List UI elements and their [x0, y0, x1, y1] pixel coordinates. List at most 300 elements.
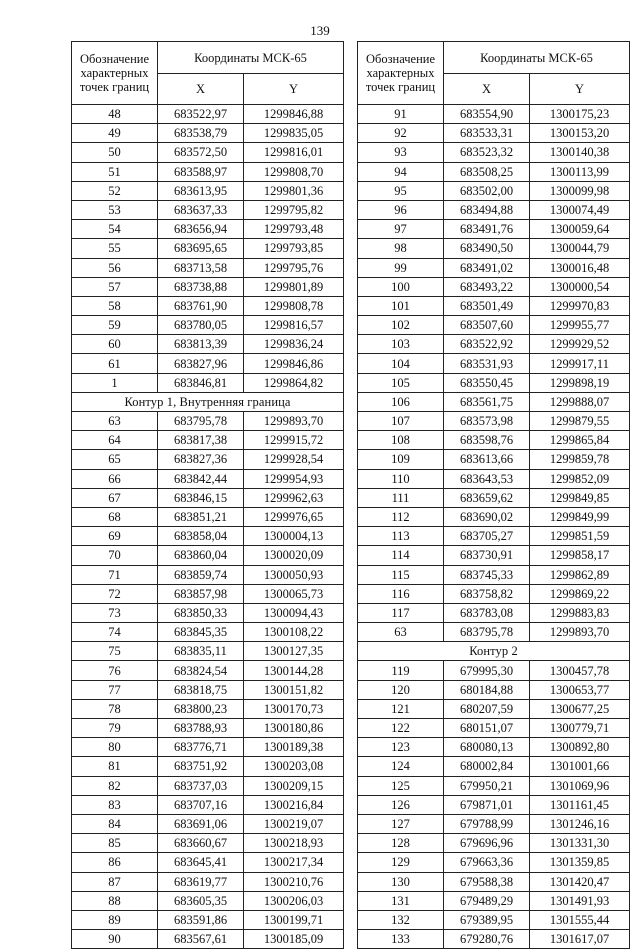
- x-coordinate-cell: 680151,07: [444, 719, 530, 738]
- x-coordinate-cell: 683780,05: [158, 316, 244, 335]
- y-coordinate-cell: 1300000,54: [530, 277, 630, 296]
- table-row: [72, 507, 344, 526]
- y-coordinate-cell: 1299858,17: [530, 546, 630, 565]
- y-coordinate-cell: 1300175,23: [530, 105, 630, 124]
- point-id-cell: 77: [72, 680, 158, 699]
- table-row: [72, 431, 344, 450]
- x-coordinate-cell: 683691,06: [158, 814, 244, 833]
- y-coordinate-cell: 1301359,85: [530, 853, 630, 872]
- x-coordinate-cell: 683846,15: [158, 488, 244, 507]
- x-coordinate-cell: 683846,81: [158, 373, 244, 392]
- x-coordinate-cell: 683713,58: [158, 258, 244, 277]
- y-coordinate-cell: 1300113,99: [530, 162, 630, 181]
- x-coordinate-cell: 683842,44: [158, 469, 244, 488]
- point-id-cell: 91: [358, 105, 444, 124]
- point-id-cell: 85: [72, 834, 158, 853]
- point-id-cell: 75: [72, 642, 158, 661]
- point-id-cell: 72: [72, 584, 158, 603]
- y-coordinate-cell: 1299869,22: [530, 584, 630, 603]
- y-coordinate-cell: 1300094,43: [244, 603, 344, 622]
- table-row: [358, 565, 630, 584]
- table-row: [358, 872, 630, 891]
- x-coordinate-cell: 683761,90: [158, 296, 244, 315]
- point-id-cell: 127: [358, 814, 444, 833]
- point-id-cell: 114: [358, 546, 444, 565]
- table-row: [72, 719, 344, 738]
- y-coordinate-cell: 1299801,36: [244, 181, 344, 200]
- point-id-cell: 50: [72, 143, 158, 162]
- y-coordinate-cell: 1299816,01: [244, 143, 344, 162]
- table-row: [358, 776, 630, 795]
- table-row: [358, 814, 630, 833]
- x-coordinate-cell: 683851,21: [158, 507, 244, 526]
- table-row: [72, 776, 344, 795]
- section-row: [72, 392, 344, 411]
- point-id-cell: 109: [358, 450, 444, 469]
- x-coordinate-cell: 679280,76: [444, 930, 530, 949]
- table-row: [72, 738, 344, 757]
- x-coordinate-cell: 683860,04: [158, 546, 244, 565]
- table-row: [72, 603, 344, 622]
- table-row: [72, 910, 344, 929]
- table-row: [72, 527, 344, 546]
- y-coordinate-cell: 1299793,48: [244, 220, 344, 239]
- y-coordinate-cell: 1299955,77: [530, 316, 630, 335]
- point-id-cell: 68: [72, 507, 158, 526]
- y-coordinate-cell: 1300074,49: [530, 200, 630, 219]
- table-row: [358, 623, 630, 642]
- point-id-cell: 74: [72, 623, 158, 642]
- table-row: [358, 757, 630, 776]
- x-coordinate-cell: 683538,79: [158, 124, 244, 143]
- x-coordinate-cell: 683533,31: [444, 124, 530, 143]
- x-coordinate-cell: 683619,77: [158, 872, 244, 891]
- x-coordinate-cell: 683491,02: [444, 258, 530, 277]
- x-coordinate-cell: 683656,94: [158, 220, 244, 239]
- point-id-cell: 92: [358, 124, 444, 143]
- x-coordinate-cell: 683660,67: [158, 834, 244, 853]
- point-id-cell: 82: [72, 776, 158, 795]
- x-coordinate-cell: 683758,82: [444, 584, 530, 603]
- table-row: [72, 930, 344, 949]
- point-id-cell: 122: [358, 719, 444, 738]
- y-coordinate-cell: 1299917,11: [530, 354, 630, 373]
- coordinates-header: Координаты МСК-65: [444, 42, 630, 74]
- point-id-cell: 88: [72, 891, 158, 910]
- x-coordinate-cell: 683494,88: [444, 200, 530, 219]
- x-coordinate-cell: 683835,11: [158, 642, 244, 661]
- x-coordinate-cell: 683827,36: [158, 450, 244, 469]
- table-row: [358, 124, 630, 143]
- table-row: [358, 507, 630, 526]
- table-row: [72, 872, 344, 891]
- table-row: [72, 373, 344, 392]
- point-id-cell: 93: [358, 143, 444, 162]
- y-coordinate-cell: 1300180,86: [244, 719, 344, 738]
- x-coordinate-cell: 683502,00: [444, 181, 530, 200]
- table-row: [358, 392, 630, 411]
- x-coordinate-cell: 679995,30: [444, 661, 530, 680]
- point-id-cell: 119: [358, 661, 444, 680]
- table-row: [72, 162, 344, 181]
- x-coordinate-cell: 683824,54: [158, 661, 244, 680]
- x-coordinate-cell: 683817,38: [158, 431, 244, 450]
- x-coordinate-cell: 683738,88: [158, 277, 244, 296]
- point-id-cell: 58: [72, 296, 158, 315]
- x-coordinate-cell: 683730,91: [444, 546, 530, 565]
- x-coordinate-cell: 680002,84: [444, 757, 530, 776]
- y-column-header: Y: [530, 74, 630, 105]
- point-id-cell: 49: [72, 124, 158, 143]
- table-row: [358, 239, 630, 258]
- point-id-cell: 55: [72, 239, 158, 258]
- y-coordinate-cell: 1300210,76: [244, 872, 344, 891]
- point-id-cell: 124: [358, 757, 444, 776]
- x-coordinate-cell: 683561,75: [444, 392, 530, 411]
- section-title: Контур 1, Внутренняя граница: [72, 392, 344, 411]
- point-id-cell: 51: [72, 162, 158, 181]
- table-row: [358, 277, 630, 296]
- x-coordinate-cell: 683645,41: [158, 853, 244, 872]
- point-id-cell: 98: [358, 239, 444, 258]
- point-id-cell: 113: [358, 527, 444, 546]
- y-coordinate-cell: 1301161,45: [530, 795, 630, 814]
- x-coordinate-cell: 683845,35: [158, 623, 244, 642]
- x-coordinate-cell: 683751,92: [158, 757, 244, 776]
- y-coordinate-cell: 1299846,88: [244, 105, 344, 124]
- y-coordinate-cell: 1299893,70: [530, 623, 630, 642]
- x-column-header: X: [444, 74, 530, 105]
- x-coordinate-cell: 680184,88: [444, 680, 530, 699]
- point-id-cell: 99: [358, 258, 444, 277]
- table-row: [72, 181, 344, 200]
- table-row: [358, 910, 630, 929]
- coordinates-body-left: [72, 105, 344, 949]
- point-id-cell: 95: [358, 181, 444, 200]
- coordinates-header: Координаты МСК-65: [158, 42, 344, 74]
- x-coordinate-cell: 683690,02: [444, 507, 530, 526]
- table-row: [358, 699, 630, 718]
- point-id-cell: 71: [72, 565, 158, 584]
- y-coordinate-cell: 1300044,79: [530, 239, 630, 258]
- table-row: [358, 258, 630, 277]
- x-coordinate-cell: 679588,38: [444, 872, 530, 891]
- point-id-cell: 132: [358, 910, 444, 929]
- y-coordinate-cell: 1299835,05: [244, 124, 344, 143]
- point-id-cell: 60: [72, 335, 158, 354]
- x-coordinate-cell: 683643,53: [444, 469, 530, 488]
- point-id-cell: 67: [72, 488, 158, 507]
- point-id-cell: 104: [358, 354, 444, 373]
- x-coordinate-cell: 683695,65: [158, 239, 244, 258]
- y-coordinate-cell: 1300127,35: [244, 642, 344, 661]
- point-id-cell: 87: [72, 872, 158, 891]
- table-row: [358, 834, 630, 853]
- point-id-cell: 61: [72, 354, 158, 373]
- x-coordinate-cell: 683572,50: [158, 143, 244, 162]
- point-id-cell: 115: [358, 565, 444, 584]
- y-coordinate-cell: 1299865,84: [530, 431, 630, 450]
- point-id-cell: 103: [358, 335, 444, 354]
- table-row: [358, 373, 630, 392]
- table-row: [72, 814, 344, 833]
- point-id-cell: 106: [358, 392, 444, 411]
- table-row: [358, 603, 630, 622]
- section-row: [358, 642, 630, 661]
- y-coordinate-cell: 1301420,47: [530, 872, 630, 891]
- x-coordinate-cell: 683827,96: [158, 354, 244, 373]
- y-coordinate-cell: 1300004,13: [244, 527, 344, 546]
- table-row: [358, 469, 630, 488]
- table-row: [72, 220, 344, 239]
- table-row: [358, 143, 630, 162]
- x-coordinate-cell: 683637,33: [158, 200, 244, 219]
- table-row: [72, 699, 344, 718]
- point-id-cell: 102: [358, 316, 444, 335]
- y-coordinate-cell: 1301491,93: [530, 891, 630, 910]
- y-coordinate-cell: 1301555,44: [530, 910, 630, 929]
- table-row: [72, 680, 344, 699]
- y-coordinate-cell: 1299928,54: [244, 450, 344, 469]
- table-row: [358, 296, 630, 315]
- x-coordinate-cell: 683588,97: [158, 162, 244, 181]
- y-coordinate-cell: 1300108,22: [244, 623, 344, 642]
- y-coordinate-cell: 1299962,63: [244, 488, 344, 507]
- y-coordinate-cell: 1299859,78: [530, 450, 630, 469]
- point-id-cell: 101: [358, 296, 444, 315]
- point-id-cell: 111: [358, 488, 444, 507]
- x-coordinate-cell: 680207,59: [444, 699, 530, 718]
- y-coordinate-cell: 1300457,78: [530, 661, 630, 680]
- y-coordinate-cell: 1299849,85: [530, 488, 630, 507]
- y-coordinate-cell: 1299954,93: [244, 469, 344, 488]
- x-coordinate-cell: 683507,60: [444, 316, 530, 335]
- y-coordinate-cell: 1300209,15: [244, 776, 344, 795]
- y-coordinate-cell: 1300216,84: [244, 795, 344, 814]
- x-coordinate-cell: 683783,08: [444, 603, 530, 622]
- table-row: [358, 795, 630, 814]
- y-coordinate-cell: 1300219,07: [244, 814, 344, 833]
- point-designation-header: Обозначение характерных точек границ: [72, 42, 158, 105]
- table-row: [72, 584, 344, 603]
- x-coordinate-cell: 683522,97: [158, 105, 244, 124]
- x-coordinate-cell: 683813,39: [158, 335, 244, 354]
- y-coordinate-cell: 1300050,93: [244, 565, 344, 584]
- y-coordinate-cell: 1299795,82: [244, 200, 344, 219]
- x-coordinate-cell: 679950,21: [444, 776, 530, 795]
- table-row: [72, 258, 344, 277]
- coordinates-table-left: [71, 41, 344, 949]
- table-row: [358, 680, 630, 699]
- y-coordinate-cell: 1300203,08: [244, 757, 344, 776]
- point-id-cell: 129: [358, 853, 444, 872]
- table-row: [72, 450, 344, 469]
- table-row: [72, 546, 344, 565]
- table-row: [72, 143, 344, 162]
- y-column-header: Y: [244, 74, 344, 105]
- point-id-cell: 64: [72, 431, 158, 450]
- x-coordinate-cell: 683567,61: [158, 930, 244, 949]
- y-coordinate-cell: 1300151,82: [244, 680, 344, 699]
- table-row: [358, 719, 630, 738]
- table-row: [72, 661, 344, 680]
- y-coordinate-cell: 1301246,16: [530, 814, 630, 833]
- y-coordinate-cell: 1299795,76: [244, 258, 344, 277]
- x-coordinate-cell: 683613,95: [158, 181, 244, 200]
- table-row: [358, 488, 630, 507]
- x-coordinate-cell: 683508,25: [444, 162, 530, 181]
- table-row: [358, 584, 630, 603]
- x-coordinate-cell: 683659,62: [444, 488, 530, 507]
- y-coordinate-cell: 1299929,52: [530, 335, 630, 354]
- y-coordinate-cell: 1299862,89: [530, 565, 630, 584]
- x-coordinate-cell: 683598,76: [444, 431, 530, 450]
- table-row: [72, 200, 344, 219]
- point-id-cell: 65: [72, 450, 158, 469]
- x-coordinate-cell: 679788,99: [444, 814, 530, 833]
- point-id-cell: 79: [72, 719, 158, 738]
- y-coordinate-cell: 1299801,89: [244, 277, 344, 296]
- point-id-cell: 121: [358, 699, 444, 718]
- table-row: [358, 450, 630, 469]
- y-coordinate-cell: 1300153,20: [530, 124, 630, 143]
- x-coordinate-cell: 679663,36: [444, 853, 530, 872]
- table-row: [358, 220, 630, 239]
- y-coordinate-cell: 1299846,86: [244, 354, 344, 373]
- y-coordinate-cell: 1299852,09: [530, 469, 630, 488]
- x-coordinate-cell: 683705,27: [444, 527, 530, 546]
- x-coordinate-cell: 683523,32: [444, 143, 530, 162]
- y-coordinate-cell: 1300653,77: [530, 680, 630, 699]
- y-coordinate-cell: 1301331,30: [530, 834, 630, 853]
- point-id-cell: 86: [72, 853, 158, 872]
- y-coordinate-cell: 1300170,73: [244, 699, 344, 718]
- x-coordinate-cell: 683491,76: [444, 220, 530, 239]
- x-coordinate-cell: 683795,78: [444, 623, 530, 642]
- y-coordinate-cell: 1299808,78: [244, 296, 344, 315]
- point-id-cell: 89: [72, 910, 158, 929]
- point-id-cell: 84: [72, 814, 158, 833]
- y-coordinate-cell: 1299808,70: [244, 162, 344, 181]
- x-coordinate-cell: 683850,33: [158, 603, 244, 622]
- point-id-cell: 80: [72, 738, 158, 757]
- y-coordinate-cell: 1299970,83: [530, 296, 630, 315]
- x-coordinate-cell: 683522,92: [444, 335, 530, 354]
- x-coordinate-cell: 679696,96: [444, 834, 530, 853]
- point-id-cell: 57: [72, 277, 158, 296]
- point-id-cell: 48: [72, 105, 158, 124]
- y-coordinate-cell: 1300218,93: [244, 834, 344, 853]
- point-id-cell: 108: [358, 431, 444, 450]
- y-coordinate-cell: 1300217,34: [244, 853, 344, 872]
- x-coordinate-cell: 679389,95: [444, 910, 530, 929]
- x-coordinate-cell: 683818,75: [158, 680, 244, 699]
- point-id-cell: 56: [72, 258, 158, 277]
- x-coordinate-cell: 683800,23: [158, 699, 244, 718]
- table-row: [72, 469, 344, 488]
- table-row: [72, 124, 344, 143]
- x-coordinate-cell: 683501,49: [444, 296, 530, 315]
- point-designation-header: Обозначение характерных точек границ: [358, 42, 444, 105]
- point-id-cell: 76: [72, 661, 158, 680]
- x-coordinate-cell: 683605,35: [158, 891, 244, 910]
- table-row: [358, 354, 630, 373]
- x-coordinate-cell: 683795,78: [158, 412, 244, 431]
- point-id-cell: 131: [358, 891, 444, 910]
- y-coordinate-cell: 1299883,83: [530, 603, 630, 622]
- point-id-cell: 110: [358, 469, 444, 488]
- point-id-cell: 126: [358, 795, 444, 814]
- table-row: [358, 853, 630, 872]
- table-row: [72, 296, 344, 315]
- table-row: [72, 354, 344, 373]
- x-coordinate-cell: 683550,45: [444, 373, 530, 392]
- x-column-header: X: [158, 74, 244, 105]
- x-coordinate-cell: 683573,98: [444, 412, 530, 431]
- point-id-cell: 94: [358, 162, 444, 181]
- point-id-cell: 96: [358, 200, 444, 219]
- table-row: [72, 623, 344, 642]
- point-id-cell: 78: [72, 699, 158, 718]
- x-coordinate-cell: 683707,16: [158, 795, 244, 814]
- y-coordinate-cell: 1300892,80: [530, 738, 630, 757]
- coordinates-body-right: [358, 105, 630, 949]
- y-coordinate-cell: 1299898,19: [530, 373, 630, 392]
- y-coordinate-cell: 1300199,71: [244, 910, 344, 929]
- coordinates-table-right: [357, 41, 630, 949]
- table-row: [358, 316, 630, 335]
- table-row: [358, 891, 630, 910]
- table-row: [72, 565, 344, 584]
- y-coordinate-cell: 1299879,55: [530, 412, 630, 431]
- point-id-cell: 116: [358, 584, 444, 603]
- point-id-cell: 59: [72, 316, 158, 335]
- x-coordinate-cell: 683858,04: [158, 527, 244, 546]
- page-number: 139: [310, 23, 330, 38]
- point-id-cell: 90: [72, 930, 158, 949]
- point-id-cell: 107: [358, 412, 444, 431]
- table-row: [72, 277, 344, 296]
- y-coordinate-cell: 1301069,96: [530, 776, 630, 795]
- y-coordinate-cell: 1301617,07: [530, 930, 630, 949]
- point-id-cell: 120: [358, 680, 444, 699]
- table-row: [358, 661, 630, 680]
- x-coordinate-cell: 683554,90: [444, 105, 530, 124]
- x-coordinate-cell: 683613,66: [444, 450, 530, 469]
- point-id-cell: 63: [358, 623, 444, 642]
- table-row: [72, 316, 344, 335]
- x-coordinate-cell: 683857,98: [158, 584, 244, 603]
- point-id-cell: 105: [358, 373, 444, 392]
- table-row: [358, 412, 630, 431]
- section-title: Контур 2: [358, 642, 630, 661]
- x-coordinate-cell: 683493,22: [444, 277, 530, 296]
- y-coordinate-cell: 1300099,98: [530, 181, 630, 200]
- y-coordinate-cell: 1300185,09: [244, 930, 344, 949]
- table-row: [358, 200, 630, 219]
- x-coordinate-cell: 680080,13: [444, 738, 530, 757]
- y-coordinate-cell: 1300189,38: [244, 738, 344, 757]
- y-coordinate-cell: 1299915,72: [244, 431, 344, 450]
- table-row: [72, 891, 344, 910]
- table-row: [72, 105, 344, 124]
- x-coordinate-cell: 683776,71: [158, 738, 244, 757]
- table-row: [72, 853, 344, 872]
- point-id-cell: 125: [358, 776, 444, 795]
- table-row: [72, 642, 344, 661]
- table-row: [358, 527, 630, 546]
- point-id-cell: 117: [358, 603, 444, 622]
